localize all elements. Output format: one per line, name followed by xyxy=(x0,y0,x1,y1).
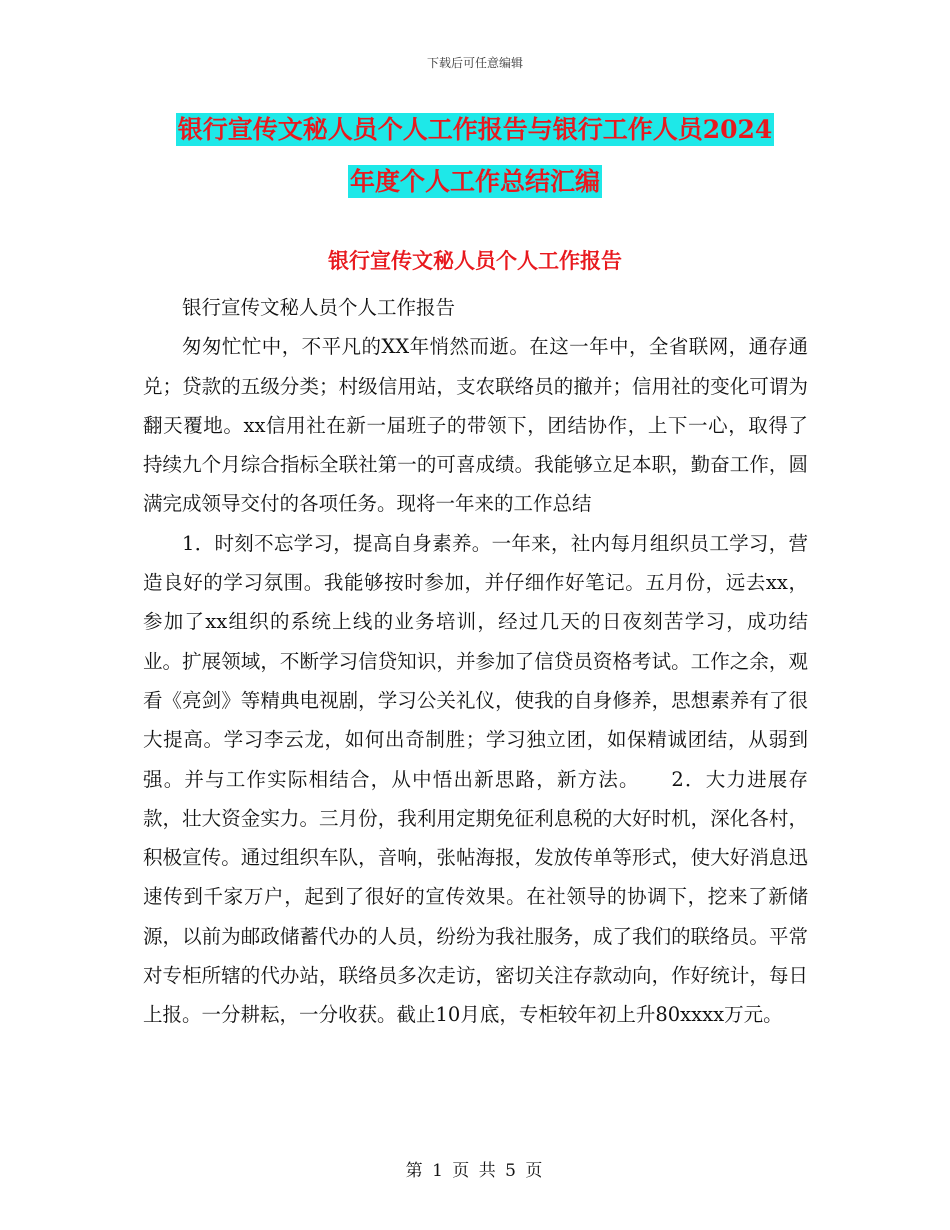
main-title-line1: 银行宣传文秘人员个人工作报告与银行工作人员2024 xyxy=(177,115,773,144)
page-footer: 第 1 页 共 5 页 xyxy=(405,1161,545,1181)
paragraph-points: 1．时刻不忘学习，提高自身素养。一年来，社内每月组织员工学习，营造良好的学习氛围。我能够按时参加，并仔细作好笔记。五月份，远去xx，参加了xx组织的系统上线的业务培训，经过几天的日夜刻苦学习，成功结业。扩展领域，不断学习信贷知识，并参加了信贷员资格考试。工作之余，观看《亮剑》等精典电视剧，学习公关礼仪，使我的自身修养，思想素养有了很大提高。学习李云龙，如何出奇制胜；学习独立团，如保精诚团结，从弱到强。并与工作实际相结合，从中悟出新思路，新方法。 2．大力进展存款，壮大资金实力。三月份，我利用定期免征利息税的大好时机，深化各村，积极宣传。通过组织车队，音响，张帖海报，发放传单等形式，使大好消息迅速传到千家万户，起到了很好的宣传效果。在社领导的协调下，挖来了新储源，以前为邮政储蓄代办的人员，纷纷为我社服务，成了我们的联络员。平常对专柜所辖的代办站，联络员多次走访，密切关注存款动向，作好统计，每日上报。一分耕耘，一分收获。截止10月底，专柜较年初上升80xxxx万元。 xyxy=(143,531,808,1027)
body-text xyxy=(143,288,808,1035)
section-title: 银行宣传文秘人员个人工作报告 xyxy=(328,248,622,273)
main-title-line2: 年度个人工作总结汇编 xyxy=(349,167,600,196)
paragraph-subtitle: 银行宣传文秘人员个人工作报告 xyxy=(182,296,456,319)
main-title xyxy=(140,104,810,208)
paragraph-intro: 匆匆忙忙中，不平凡的XX年悄然而逝。在这一年中，全省联网，通存通兑；贷款的五级分类；村级信用站，支农联络员的撤并；信用社的变化可谓为翻天覆地。xx信用社在新一届班子的带领下，团结协作，上下一心，取得了持续九个月综合指标全联社第一的可喜成绩。我能够立足本职，勤奋工作，圆满完成领导交付的各项任务。现将一年来的工作总结 xyxy=(143,335,808,516)
header-note: 下载后可任意编辑 xyxy=(426,56,523,70)
